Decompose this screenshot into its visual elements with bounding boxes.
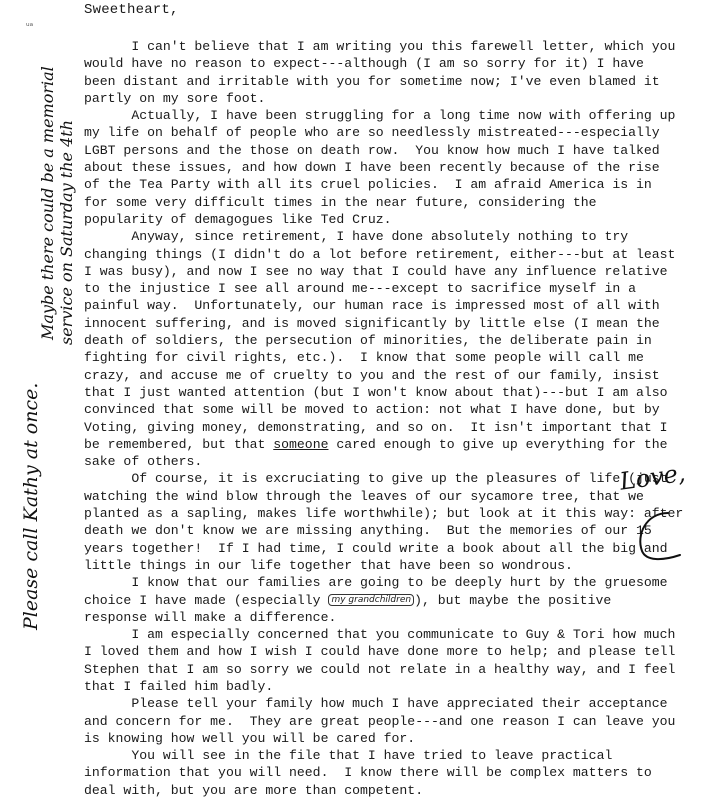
paragraph-3: Anyway, since retirement, I have done absolutely nothing to try changing things (I didn't do a lot before retirement, either---but at least I was busy), and now I see no way that I could have any influence relative to the injustice I see all around me---except to sacrifice myself in a painful way. Unfortunately, our human race is impressed most of all with innocent suffering, and is moved significantly by little else (I mean the death of soldiers, the persecution of minorities, the deliberate pain in fighting for civil rights, etc.). I know that some people will call me crazy, and accuse me of cruelty to you and the rest of our family, insist that I just wanted attention (but I won't know about that)---but I am also convinced that some will be moved to action: not what I have done, but by Voting, giving money, demonstrating, and so on. It isn't important that I be remembered, but that bbox=[84, 229, 676, 452]
handwritten-love: Love, bbox=[618, 458, 688, 496]
paragraph-6: I am especially concerned that you communicate to Guy & Tori how much I loved them and how I wish I could have done more to help; and please tell Stephen that I am so sorry we could not relate in a healthy way, and I feel that I failed him badly. bbox=[84, 627, 676, 694]
paragraph-5-end: ), but maybe the positive response will make a difference. bbox=[84, 592, 612, 625]
paragraph-3-end: cared enough to give up everything for the sake of others. bbox=[84, 436, 668, 470]
paragraph-1: I can't believe that I am writing you this farewell letter, which you would have no reason to expect---although (I am so sorry for it) I have been distant and irritable with you for sometime now; I've even blamed it partly on my sore foot. bbox=[84, 39, 676, 106]
margin-note-memorial-1: Maybe there could be a memorial bbox=[38, 66, 57, 340]
corner-scribble: ᵘᵃ bbox=[26, 22, 34, 32]
paragraph-2: Actually, I have been struggling for a long time now with offering up my life on behalf of people who are so needlessly mistreated---especially LGBT persons and the those on death row. You know how much I have talked about these issues, and how down I have been recently because of the rise of the Tea Party with all its cruel policies. I am afraid America is in for some very difficult times in the near future, considering the popularity of demagogues like Ted Cruz. bbox=[84, 108, 676, 227]
paragraph-7: Please tell your family how much I have appreciated their acceptance and concern for me. They are great people---and one reason I can leave you is knowing how well you will be cared for. bbox=[84, 696, 676, 746]
margin-note-memorial-2: service on Saturday the 4th bbox=[57, 119, 76, 345]
margin-note-call-kathy: Please call Kathy at once. bbox=[20, 382, 42, 630]
paragraph-4: Of course, it is excruciating to give up the pleasures of life (just watching the wind blow through the leaves of our sycamore tree, that we planted as a sapling, makes life worthwhile); but look at it this way: after death we don't know we are missing anything. But the memories of our 15 years together! If I had time, I could write a book about all the big and little things in our life together that have been so wondrous. I know that our families are going to be deeply hurt by the gruesome choice I have made (especially bbox=[84, 471, 684, 608]
handwritten-insert: my grandchildren bbox=[328, 594, 414, 606]
underlined-word: someone bbox=[273, 436, 329, 452]
letter-body bbox=[84, 38, 683, 799]
salutation: Sweetheart, bbox=[84, 2, 179, 18]
handwritten-c-mark bbox=[628, 505, 688, 565]
paragraph-8: You will see in the file that I have tried to leave practical information that you will need. I know there will be complex matters to deal with, but you are more than competent. bbox=[84, 748, 652, 798]
